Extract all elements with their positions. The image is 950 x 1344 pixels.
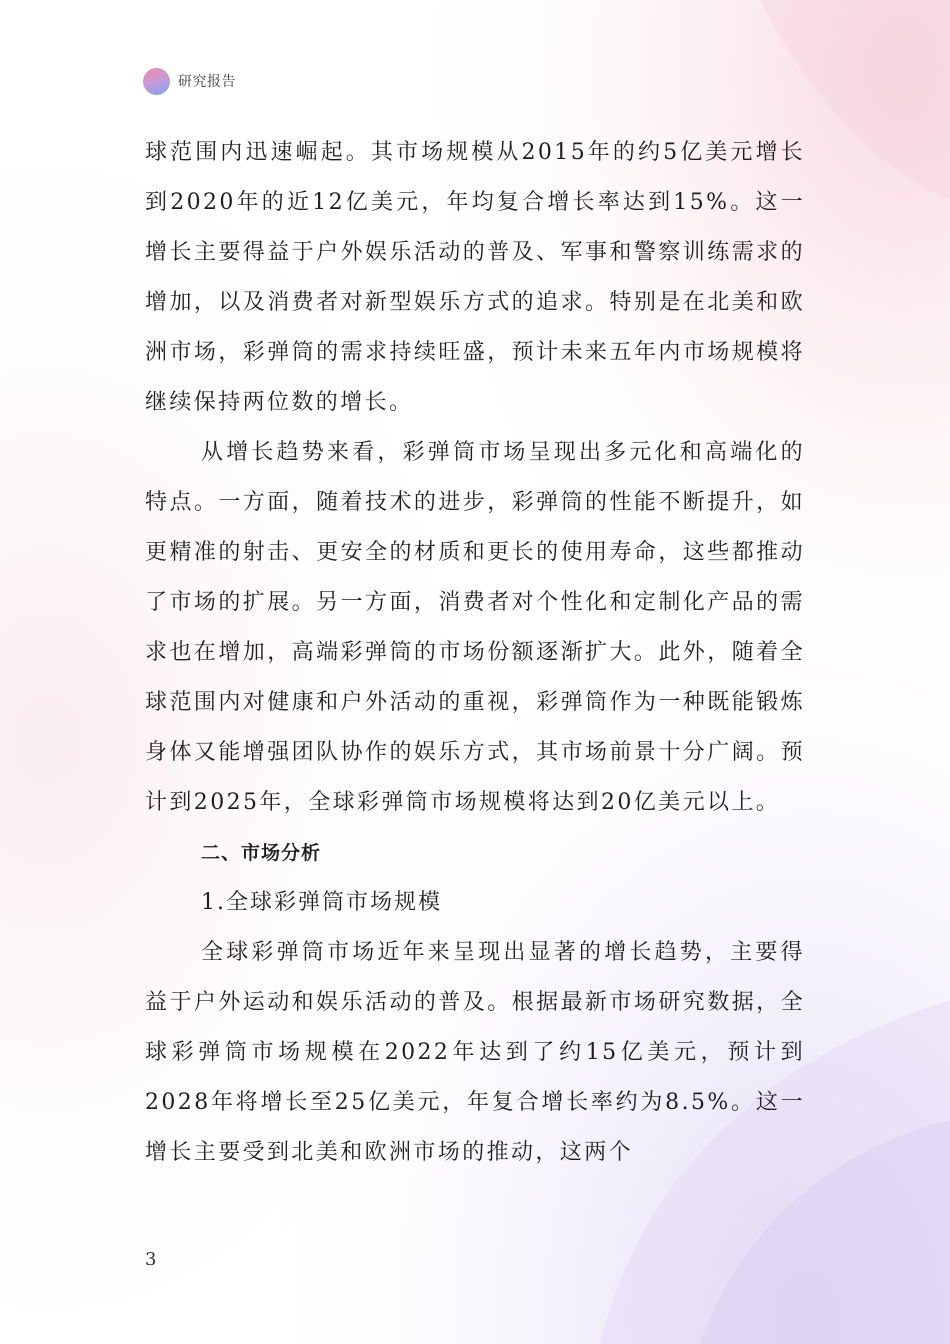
body-paragraph: 全球彩弹筒市场近年来呈现出显著的增长趋势，主要得益于户外运动和娱乐活动的普及。根据最新市场研究数据，全球彩弹筒市场规模在2022年达到了约15亿美元，预计到2028年将增长至25亿美元，年复合增长率约为8.5%。这一增长主要受到北美和欧洲市场的推动，这两个 — [145, 940, 805, 1165]
body-paragraph: 从增长趋势来看，彩弹筒市场呈现出多元化和高端化的特点。一方面，随着技术的进步，彩弹筒的性能不断提升，如更精准的射击、更安全的材质和更长的使用寿命，这些都推动了市场的扩展。另一方面，消费者对个性化和定制化产品的需求也在增加，高端彩弹筒的市场份额逐渐扩大。此外，随着全球范围内对健康和户外活动的重视，彩弹筒作为一种既能锻炼身体又能增强团队协作的娱乐方式，其市场前景十分广阔。预计到2025年，全球彩弹筒市场规模将达到20亿美元以上。 — [145, 440, 805, 815]
page-number: 3 — [145, 1249, 157, 1270]
document-header — [143, 66, 236, 96]
body-paragraph: 球范围内迅速崛起。其市场规模从2015年的约5亿美元增长到2020年的近12亿美元，年均复合增长率达到15%。这一增长主要得益于户外娱乐活动的普及、军事和警察训练需求的增加，以及消费者对新型娱乐方式的追求。特别是在北美和欧洲市场，彩弹筒的需求持续旺盛，预计未来五年内市场规模将继续保持两位数的增长。 — [145, 140, 805, 415]
document-body — [145, 128, 805, 1178]
logo-icon — [143, 68, 170, 95]
subsection-heading: 1.全球彩弹筒市场规模 — [201, 890, 442, 915]
section-heading: 二、市场分析 — [201, 842, 322, 864]
header-title: 研究报告 — [178, 74, 236, 90]
